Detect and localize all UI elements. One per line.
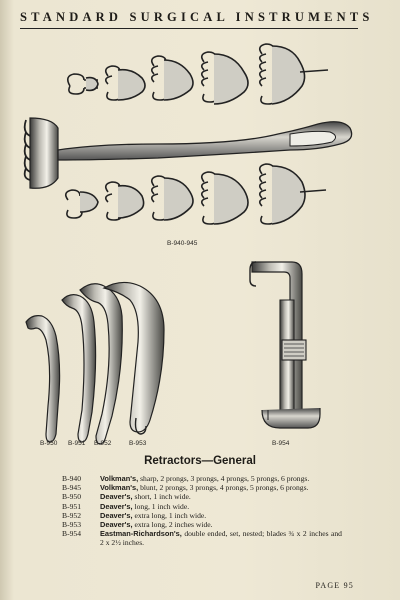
catalog-entry — [62, 520, 342, 529]
rake-head-6-prong-top — [260, 44, 328, 104]
catalog-entry — [62, 492, 342, 501]
item-code: B-951 — [62, 501, 81, 511]
item-code: B-940 — [62, 474, 81, 483]
deaver-retractor-b951 — [62, 295, 96, 442]
volkman-rake-heads-top — [68, 44, 328, 104]
rake-head-4-prong-bottom — [152, 176, 193, 220]
item-description — [100, 520, 342, 529]
item-description — [100, 511, 342, 520]
rake-head-3-prong-top — [106, 66, 145, 100]
caption-b952: B-952 — [94, 440, 112, 447]
item-description — [100, 529, 342, 547]
item-code: B-950 — [62, 492, 81, 502]
item-description — [100, 474, 342, 483]
item-code: B-953 — [62, 520, 81, 530]
eastman-richardson-retractor-b954 — [250, 262, 320, 428]
caption-b951: B-951 — [68, 440, 86, 447]
deaver-retractor-b950 — [26, 316, 60, 442]
volkman-rake-heads-bottom — [66, 164, 326, 224]
item-details: short, 1 inch wide. — [134, 492, 191, 502]
rake-head-2-prong-bottom — [66, 190, 98, 218]
rake-head-2-prong-top — [68, 74, 98, 94]
rake-head-3-prong-bottom — [106, 182, 144, 220]
item-details: extra long, 1 inch wide. — [134, 510, 207, 520]
item-name: Deaver's, — [100, 492, 133, 502]
catalog-entry — [62, 483, 342, 492]
item-code: B-945 — [62, 483, 81, 493]
rake-head-4-prong-top — [152, 56, 193, 100]
item-name: Deaver's, — [100, 510, 133, 520]
catalog-list — [62, 474, 342, 548]
item-name: Volkman's, — [100, 483, 139, 493]
item-details: double ended, set, nested; blades ¾ x 2 inches and 2 x 2½ inches. — [100, 529, 342, 548]
rake-head-5-prong-bottom — [202, 172, 248, 224]
catalog-entry — [62, 474, 342, 483]
caption-b954: B-954 — [272, 440, 290, 447]
section-heading: Retractors—General — [144, 455, 256, 467]
item-details: blunt, 2 prongs, 3 prongs, 4 prongs, 5 prongs, 6 prongs. — [140, 483, 309, 493]
item-details: sharp, 2 prongs, 3 prongs, 4 prongs, 5 prongs, 6 prongs. — [140, 474, 310, 483]
caption-b953: B-953 — [129, 440, 147, 447]
catalog-entry — [62, 529, 342, 547]
caption-b950: B-950 — [40, 440, 58, 447]
catalog-entry — [62, 511, 342, 520]
rake-head-5-prong-top — [202, 52, 248, 104]
item-details: long, 1 inch wide. — [134, 501, 190, 511]
page-number: PAGE 95 — [315, 581, 354, 590]
item-description — [100, 502, 342, 511]
item-code: B-952 — [62, 510, 81, 520]
item-code: B-954 — [62, 529, 81, 539]
page-header-title: STANDARD SURGICAL INSTRUMENTS — [20, 10, 374, 24]
item-name: Deaver's, — [100, 501, 133, 511]
catalog-entry — [62, 502, 342, 511]
volkman-retractor-with-handle — [25, 118, 352, 188]
item-description — [100, 483, 342, 492]
item-details: extra long, 2 inches wide. — [134, 520, 213, 530]
item-name: Volkman's, — [100, 474, 139, 483]
item-name: Deaver's, — [100, 520, 133, 530]
caption-volkman: B-940-945 — [167, 240, 198, 247]
rake-head-6-prong-bottom — [260, 164, 326, 224]
item-description — [100, 492, 342, 501]
item-name: Eastman-Richardson's, — [100, 529, 182, 539]
